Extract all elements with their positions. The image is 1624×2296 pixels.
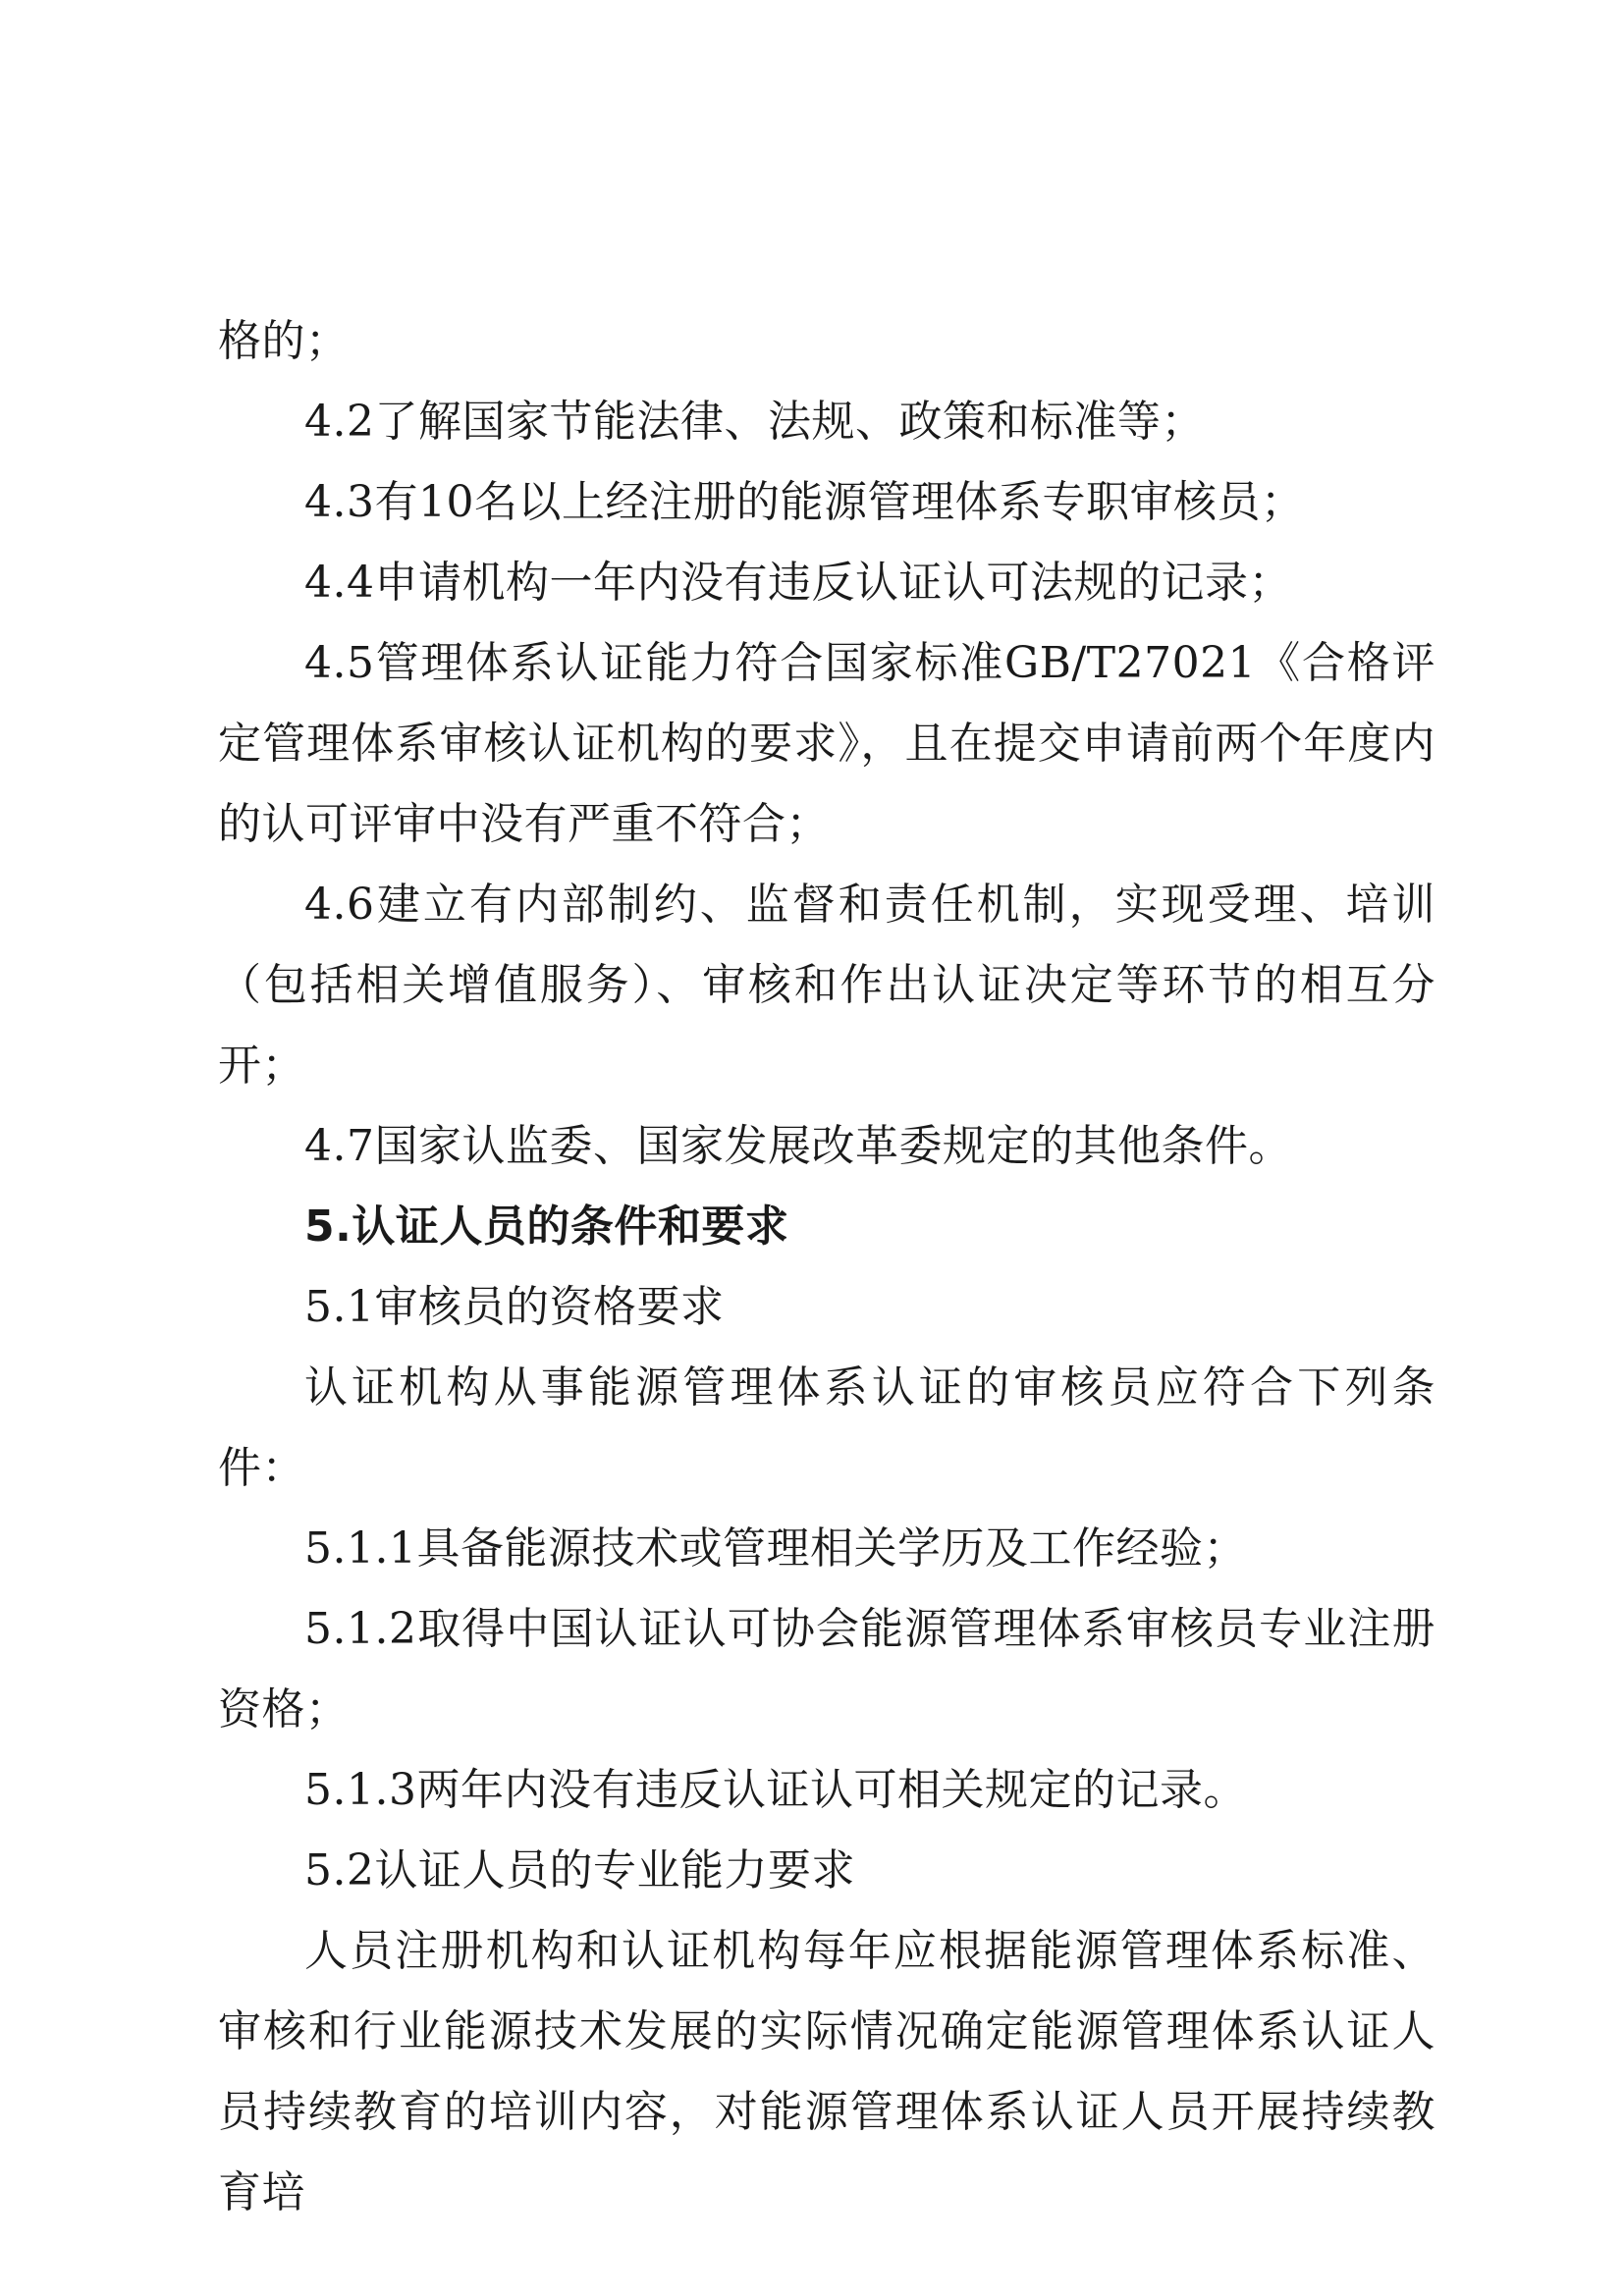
document-body (218, 301, 1435, 2233)
paragraph-4-2: 4.2了解国家节能法律、法规、政策和标准等； (304, 397, 1205, 447)
paragraph-4-5: 4.5管理体系认证能力符合国家标准GB/T27021《合格评定管理体系审核认证机构的要求》，且在提交申请前两个年度内的认可评审中没有严重不符合； (218, 638, 1435, 849)
paragraph-4-7: 4.7国家认监委、国家发展改革委规定的其他条件。 (304, 1121, 1292, 1171)
paragraph-5-1: 5.1审核员的资格要求 (304, 1282, 725, 1332)
paragraph-4-6: 4.6建立有内部制约、监督和责任机制，实现受理、培训（包括相关增值服务）、审核和作出认证决定等环节的相互分开； (218, 880, 1435, 1091)
paragraph-5-1-3: 5.1.3两年内没有违反认证认可相关规定的记录。 (304, 1765, 1247, 1815)
paragraph-5-2: 5.2认证人员的专业能力要求 (304, 1845, 855, 1896)
paragraph-4-4: 4.4申请机构一年内没有违反认证认可法规的记录； (304, 558, 1292, 608)
paragraph-4-3: 4.3有10名以上经注册的能源管理体系专职审核员； (304, 477, 1305, 527)
paragraph-5-2-body: 人员注册机构和认证机构每年应根据能源管理体系标准、审核和行业能源技术发展的实际情况确定能源管理体系认证人员持续教育的培训内容，对能源管理体系认证人员开展持续教育培 (218, 1926, 1435, 2217)
paragraph-5-1-2: 5.1.2取得中国认证认可协会能源管理体系审核员专业注册资格； (218, 1604, 1435, 1735)
paragraph-5-1-intro: 认证机构从事能源管理体系认证的审核员应符合下列条件： (218, 1362, 1435, 1493)
section-heading-5: 5.认证人员的条件和要求 (304, 1201, 789, 1252)
paragraph-continuation: 格的； (218, 316, 350, 366)
paragraph-5-1-1: 5.1.1具备能源技术或管理相关学历及工作经验； (304, 1523, 1247, 1574)
